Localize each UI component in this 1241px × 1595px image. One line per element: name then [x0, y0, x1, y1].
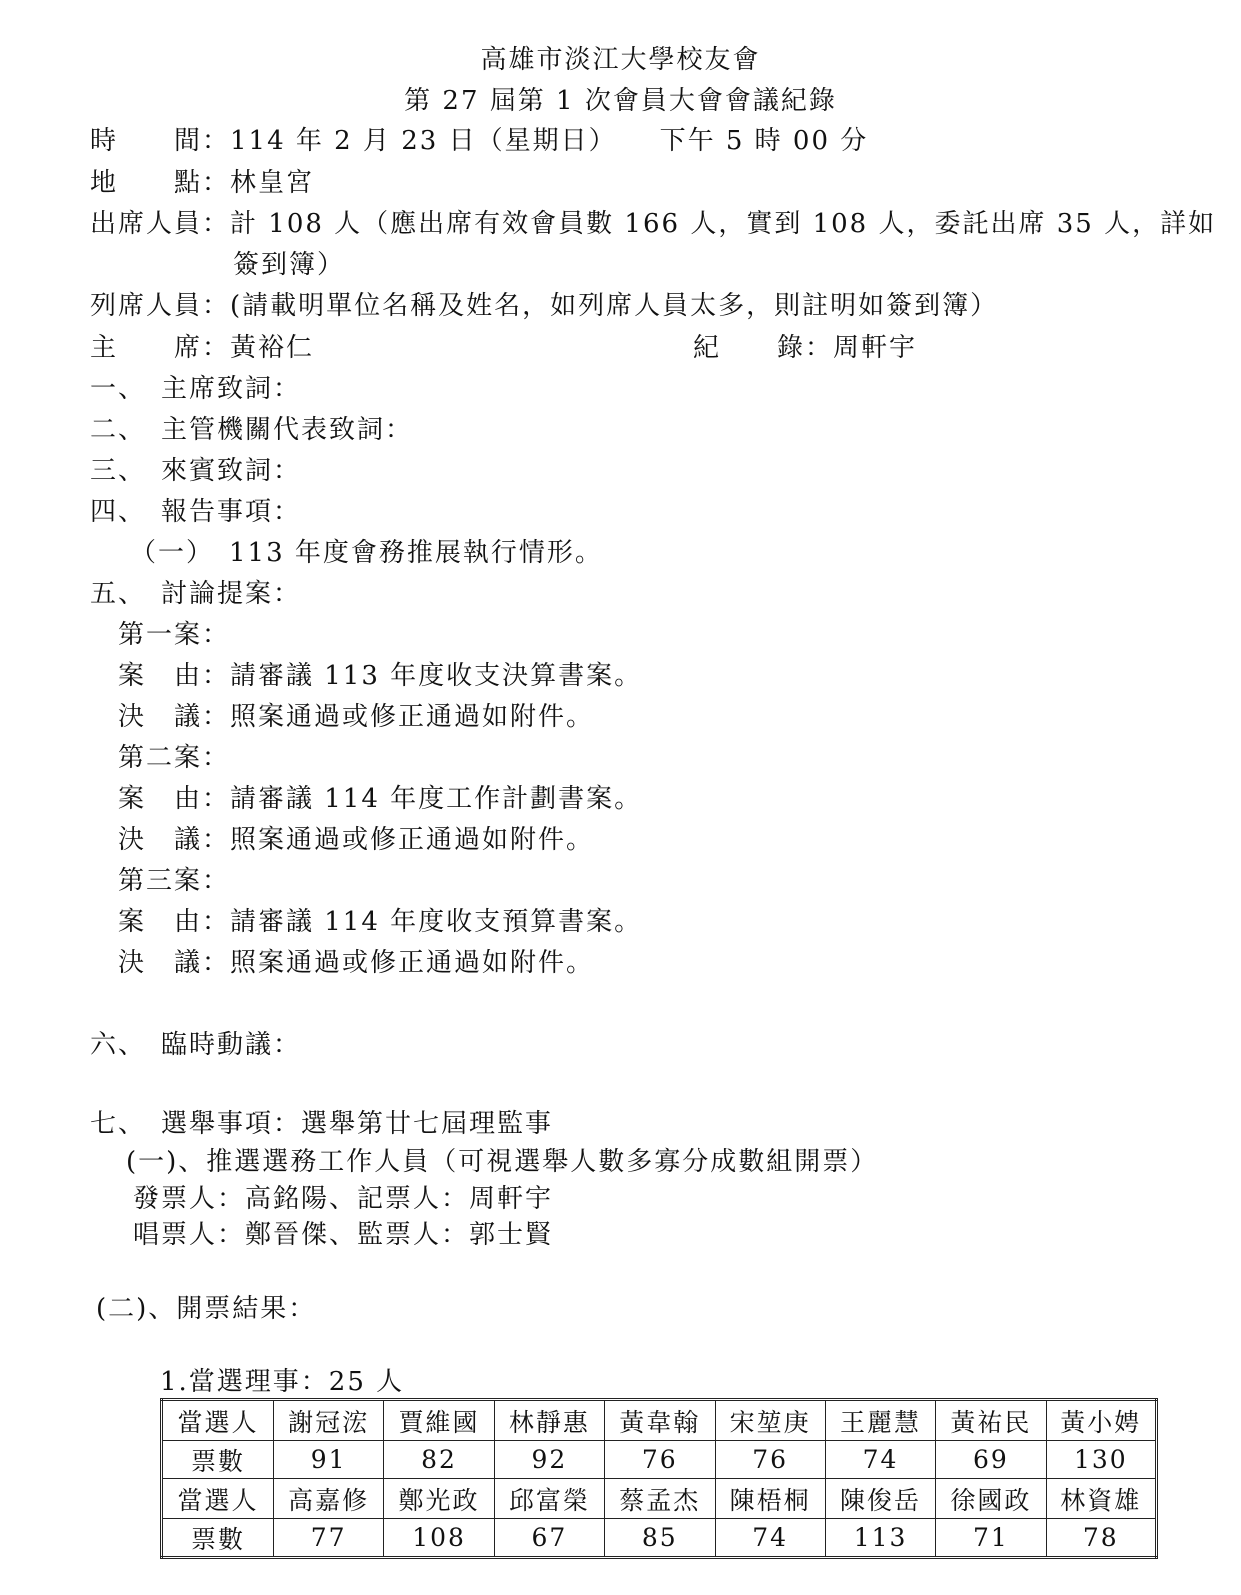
- candidate-name: 陳俊岳: [825, 1479, 935, 1519]
- candidate-name: 蔡孟杰: [605, 1479, 715, 1519]
- vote-count: 78: [1046, 1519, 1156, 1558]
- section-reports: 四、 報告事項：: [90, 497, 302, 527]
- election-staff-heading: (一)、推選選務工作人員（可視選舉人數多寡分成數組開票）: [126, 1147, 879, 1177]
- vote-count: 108: [384, 1519, 494, 1558]
- vote-count: 74: [715, 1519, 825, 1558]
- attendance-value: 計 108 人（應出席有效會員數 166 人，實到 108 人，委託出席 35 人，詳如: [230, 209, 1217, 239]
- case-2-decision: 決 議：照案通過或修正通過如附件。: [118, 825, 595, 855]
- candidate-name: 林資雄: [1046, 1479, 1156, 1519]
- election-results-table: [160, 1398, 1158, 1559]
- meeting-title: 第 27 屆第 1 次會員大會會議紀錄: [404, 86, 837, 116]
- candidate-name: 林靜惠: [494, 1400, 604, 1441]
- time-row: [90, 128, 868, 154]
- case-1-title: 第一案：: [118, 620, 231, 650]
- candidate-name: 宋堃庚: [715, 1400, 825, 1441]
- recorder-row: [693, 335, 917, 361]
- elected-directors-title: 1.當選理事：25 人: [160, 1367, 405, 1397]
- case-2-reason: 案 由：請審議 114 年度工作計劃書案。: [118, 784, 643, 814]
- case-1-decision: 決 議：照案通過或修正通過如附件。: [118, 702, 595, 732]
- place-label: 地 點：: [90, 168, 231, 198]
- name-header-cell: 當選人: [162, 1479, 274, 1519]
- candidate-name: 陳梧桐: [715, 1479, 825, 1519]
- candidate-name: 黃祐民: [936, 1400, 1046, 1441]
- place-row: [90, 170, 314, 196]
- candidate-name: 徐國政: [936, 1479, 1046, 1519]
- time-label: 時 間：: [90, 126, 231, 156]
- recorder-value: 周軒宇: [833, 333, 918, 363]
- candidate-name: 賈維國: [384, 1400, 494, 1441]
- table-row: [162, 1400, 1157, 1441]
- results-heading: (二)、開票結果：: [96, 1294, 317, 1324]
- observer-value: (請載明單位名稱及姓名，如列席人員太多，則註明如簽到簿）: [230, 291, 999, 321]
- chair-row: [90, 335, 314, 361]
- section-chair-speech: 一、 主席致詞：: [90, 374, 302, 404]
- chair-label: 主 席：: [90, 333, 231, 363]
- vote-count: 76: [605, 1441, 715, 1479]
- vote-header-cell: 票數: [162, 1519, 274, 1558]
- observer-row: [90, 293, 998, 319]
- table-row: [162, 1441, 1157, 1479]
- vote-count: 130: [1046, 1441, 1156, 1479]
- vote-header-cell: 票數: [162, 1441, 274, 1479]
- section-guest-speech: 三、 來賓致詞：: [90, 456, 302, 486]
- vote-count: 85: [605, 1519, 715, 1558]
- section-election: 七、 選舉事項：選舉第廿七屆理監事: [90, 1109, 554, 1139]
- attendance-label: 出席人員：: [90, 209, 231, 239]
- name-header-cell: 當選人: [162, 1400, 274, 1441]
- vote-count: 71: [936, 1519, 1046, 1558]
- case-2-title: 第二案：: [118, 743, 231, 773]
- recorder-label: 紀 錄：: [693, 333, 834, 363]
- vote-count: 77: [274, 1519, 384, 1558]
- candidate-name: 高嘉修: [274, 1479, 384, 1519]
- vote-count: 67: [494, 1519, 604, 1558]
- section-extempore: 六、 臨時動議：: [90, 1030, 302, 1060]
- place-value: 林皇宮: [230, 168, 315, 198]
- election-staff-2: 唱票人：鄭晉傑、監票人：郭士賢: [133, 1220, 554, 1250]
- candidate-name: 黃小娉: [1046, 1400, 1156, 1441]
- section-authority-speech: 二、 主管機關代表致詞：: [90, 415, 414, 445]
- observer-label: 列席人員：: [90, 291, 231, 321]
- chair-value: 黃裕仁: [230, 333, 315, 363]
- table-row: [162, 1479, 1157, 1519]
- vote-count: 82: [384, 1441, 494, 1479]
- time-value: 114 年 2 月 23 日（星期日） 下午 5 時 00 分: [230, 126, 869, 156]
- candidate-name: 黃韋翰: [605, 1400, 715, 1441]
- case-1-reason: 案 由：請審議 113 年度收支決算書案。: [118, 661, 643, 691]
- vote-count: 69: [936, 1441, 1046, 1479]
- election-staff-1: 發票人：高銘陽、記票人：周軒宇: [133, 1184, 554, 1214]
- org-title: 高雄市淡江大學校友會: [480, 45, 761, 75]
- vote-count: 92: [494, 1441, 604, 1479]
- vote-count: 91: [274, 1441, 384, 1479]
- candidate-name: 謝冠浤: [274, 1400, 384, 1441]
- vote-count: 76: [715, 1441, 825, 1479]
- candidate-name: 邱富榮: [494, 1479, 604, 1519]
- vote-count: 74: [825, 1441, 935, 1479]
- report-item: （一） 113 年度會務推展執行情形。: [130, 538, 603, 568]
- case-3-reason: 案 由：請審議 114 年度收支預算書案。: [118, 907, 643, 937]
- vote-count: 113: [825, 1519, 935, 1558]
- section-proposals: 五、 討論提案：: [90, 579, 302, 609]
- attendance-row: [90, 211, 1216, 237]
- candidate-name: 王麗慧: [825, 1400, 935, 1441]
- case-3-decision: 決 議：照案通過或修正通過如附件。: [118, 948, 595, 978]
- attendance-value-cont: 簽到簿）: [233, 250, 346, 280]
- candidate-name: 鄭光政: [384, 1479, 494, 1519]
- table-row: [162, 1519, 1157, 1558]
- case-3-title: 第三案：: [118, 866, 231, 896]
